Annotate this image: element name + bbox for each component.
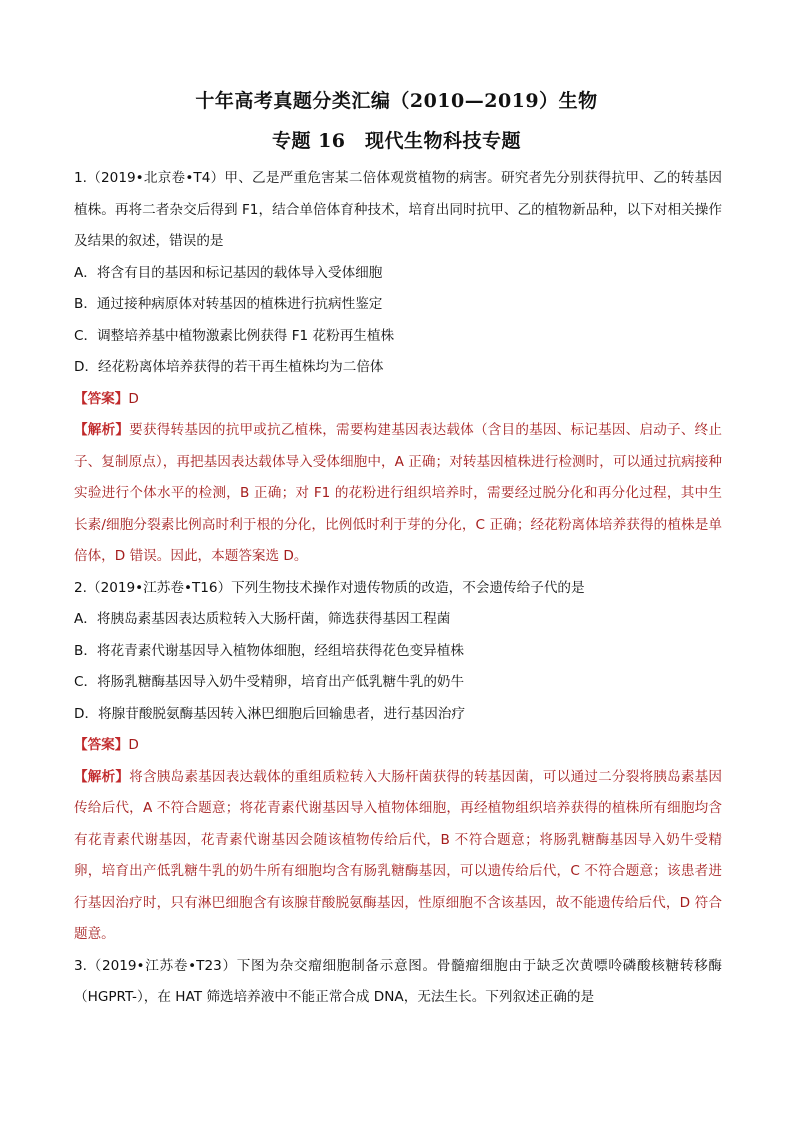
question-2-stem: 2.（2019•江苏卷•T16）下列生物技术操作对遗传物质的改造，不会遗传给子代的是	[74, 579, 585, 596]
question-2-analysis	[74, 762, 722, 951]
analysis-tag: 【解析】	[74, 768, 130, 785]
answer-tag: 【答案】	[74, 390, 129, 407]
document-body	[74, 163, 722, 1014]
document-title: 十年高考真题分类汇编（2010—2019）生物	[195, 90, 598, 112]
document-subtitle: 专题 16 现代生物科技专题	[271, 130, 522, 152]
analysis-text: 将含胰岛素基因表达载体的重组质粒转入大肠杆菌获得的转基因菌，可以通过二分裂将胰岛素基因传给后代，A 不符合题意；将花青素代谢基因导入植物体细胞，再经植物组织培养获得的植株所有细胞均含有花青素代谢基因，花青素代谢基因会随该植物传给后代，B 不符合题意；将肠乳糖酶基因导入奶牛受精卵，培育出产低乳糖牛乳的奶牛所有细胞均含有肠乳糖酶基因，可以遗传给后代，C 不符合题意；该患者进行基因治疗时，只有淋巴细胞含有该腺苷酸脱氨酶基因，性原细胞不含该基因，故不能遗传给后代，D 符合题意。	[74, 768, 723, 942]
question-1-option-a: A．将含有目的基因和标记基因的载体导入受体细胞	[74, 264, 383, 281]
analysis-tag: 【解析】	[74, 422, 130, 438]
question-1-option-b: B．通过接种病原体对转基因的植株进行抗病性鉴定	[74, 296, 383, 312]
question-2-option-d: D．将腺苷酸脱氨酶基因转入淋巴细胞后回输患者，进行基因治疗	[74, 705, 466, 722]
answer-value: D	[128, 390, 139, 407]
question-1-option-c: C．调整培养基中植物激素比例获得 F1 花粉再生植株	[74, 327, 395, 344]
analysis-text: 要获得转基因的抗甲或抗乙植株，需要构建基因表达载体（含目的基因、标记基因、启动子、终止子、复制原点），再把基因表达载体导入受体细胞中，A 正确；对转基因植株进行检测时，可以通过抗病接种实验进行个体水平的检测，B 正确；对 F1 的花粉进行组织培养时，需要经过脱分化和再分化过程，其中生长素/细胞分裂素比例高时利于根的分化，比例低时利于芽的分化，C 正确；经花粉离体培养获得的植株是单倍体，D 错误。因此，本题答案选 D。	[74, 422, 723, 564]
question-1-analysis	[74, 415, 722, 573]
answer-tag: 【答案】	[74, 737, 129, 753]
answer-value: D	[128, 737, 139, 753]
question-1-stem: 1.（2019•北京卷•T4）甲、乙是严重危害某二倍体观赏植物的病害。研究者先分别获得抗甲、乙的转基因植株。再将二者杂交后得到 F1，结合单倍体育种技术，培育出同时抗甲、乙的植物新品种，以下对相关操作及结果的叙述，错误的是	[74, 170, 722, 249]
question-1-answer	[74, 384, 722, 416]
question-2-answer	[74, 730, 722, 762]
question-1-option-d: D．经花粉离体培养获得的若干再生植株均为二倍体	[74, 359, 384, 375]
question-2-option-c: C．将肠乳糖酶基因导入奶牛受精卵，培育出产低乳糖牛乳的奶牛	[74, 674, 465, 690]
question-2-option-a: A．将胰岛素基因表达质粒转入大肠杆菌，筛选获得基因工程菌	[74, 611, 451, 627]
question-3-stem: 3.（2019•江苏卷•T23）下图为杂交瘤细胞制备示意图。骨髓瘤细胞由于缺乏次黄嘌呤磷酸核糖转移酶（HGPRT-），在 HAT 筛选培养液中不能正常合成 DNA，无法生长。下列叙述正确的是	[74, 957, 722, 1005]
question-2-option-b: B．将花青素代谢基因导入植物体细胞，经组培获得花色变异植株	[74, 642, 464, 659]
